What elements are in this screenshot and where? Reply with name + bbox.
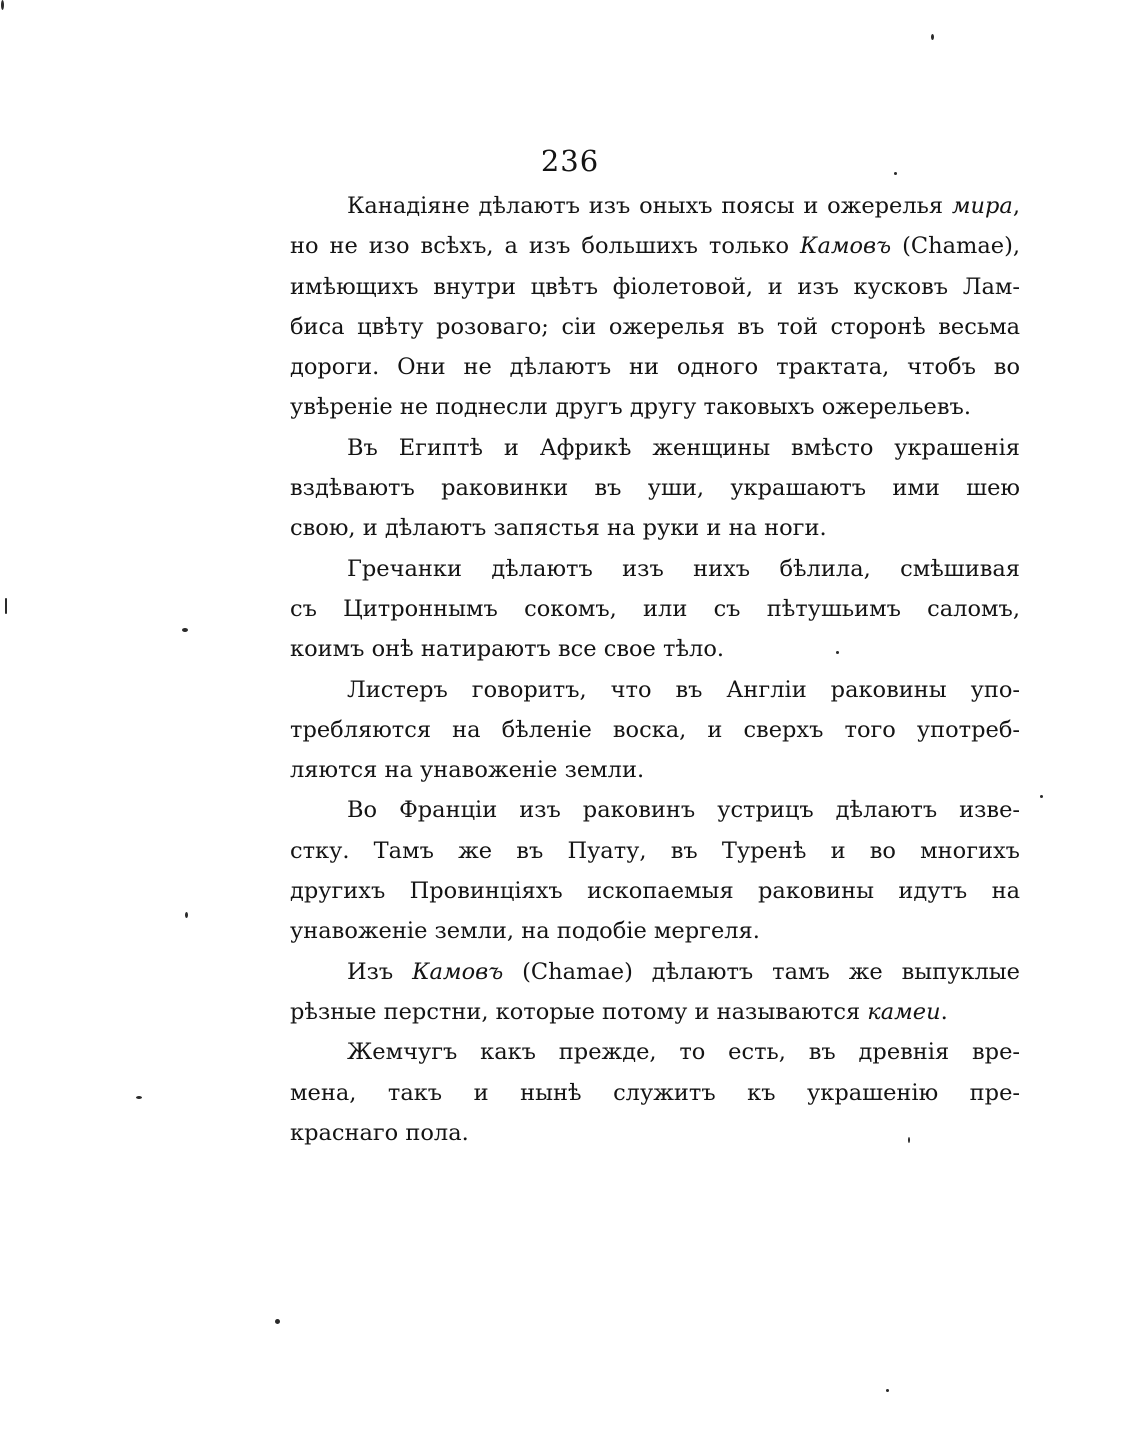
text-run: Канадіяне дѣлаютъ изъ оныхъ поясы и ожерелья — [347, 193, 952, 219]
text-line — [290, 1032, 1020, 1072]
text-run: но не изо всѣхъ, а изъ большихъ только — [290, 233, 801, 260]
paragraph — [290, 549, 1020, 670]
text-run: . — [940, 998, 948, 1025]
italic-word: Камовъ — [412, 958, 504, 985]
text-line — [290, 911, 1020, 951]
text-run: коимъ онѣ натираютъ все свое тѣло. — [290, 636, 725, 663]
italic-word: Камовъ — [800, 233, 892, 260]
paragraph — [290, 186, 1020, 428]
text-line — [290, 750, 1020, 790]
text-run: Въ Египтѣ и Африкѣ женщины вмѣсто украшенія — [347, 434, 1020, 461]
text-line — [290, 307, 1020, 347]
text-run: Во Франціи изъ раковинъ устрицъ дѣлаютъ изве- — [347, 797, 1020, 824]
text-run: рѣзные перстни, которые потому и называются — [290, 998, 868, 1025]
paragraph — [290, 428, 1020, 549]
text-run: дороги. Они не дѣлаютъ ни одного трактата, чтобъ во — [290, 354, 1020, 381]
text-run: унавоженіе земли, на подобіе мергеля. — [290, 918, 760, 945]
text-line — [290, 710, 1020, 750]
text-run: Листеръ говоритъ, что въ Англіи раковины упо- — [347, 676, 1020, 703]
text-line — [290, 629, 1020, 669]
text-line — [290, 670, 1020, 710]
scan-speck — [182, 628, 188, 632]
scan-speck — [275, 1319, 280, 1324]
text-run: съ Цитроннымъ сокомъ, или съ пѣтушьимъ саломъ, — [290, 595, 1020, 622]
text-line — [290, 428, 1020, 468]
text-run: (Chamae) дѣлаютъ тамъ же выпуклые — [503, 958, 1020, 985]
text-run: краснаго пола. — [290, 1119, 469, 1146]
text-line — [290, 549, 1020, 589]
text-line — [290, 992, 1020, 1032]
text-line — [290, 1113, 1020, 1153]
scan-speck — [5, 598, 7, 614]
text-run: другихъ Провинціяхъ ископаемыя раковины идутъ на — [290, 878, 1020, 905]
text-line — [290, 790, 1020, 830]
text-run: мена, такъ и нынѣ служитъ къ украшенію пре- — [290, 1079, 1020, 1106]
text-run: ляются на унавоженіе земли. — [290, 757, 645, 784]
text-line — [290, 871, 1020, 911]
scan-speck — [886, 1389, 889, 1392]
text-run: , — [1012, 193, 1020, 219]
text-line — [290, 267, 1020, 307]
text-run: вздѣваютъ раковинки въ уши, украшаютъ ими шею — [290, 475, 1020, 502]
text-line — [290, 589, 1020, 629]
text-line — [290, 347, 1020, 387]
italic-word: мира — [951, 193, 1013, 219]
scan-speck — [1040, 795, 1043, 798]
text-line — [290, 831, 1020, 871]
text-run: Изъ — [347, 958, 413, 985]
text-run: (Chamae), — [891, 233, 1021, 260]
text-run: Гречанки дѣлаютъ изъ нихъ бѣлила, смѣшивая — [347, 555, 1020, 582]
text-run: стку. Тамъ же въ Пуату, въ Туренѣ и во многихъ — [290, 837, 1020, 864]
text-run: имѣющихъ внутри цвѣтъ фіолетовой, и изъ кусковъ Лам- — [290, 273, 1020, 300]
paragraph — [290, 1032, 1020, 1153]
text-line — [290, 1073, 1020, 1113]
text-line — [290, 952, 1020, 992]
scan-speck — [908, 1137, 910, 1143]
text-line — [290, 387, 1020, 427]
page-number: 236 — [540, 144, 600, 178]
paragraph — [290, 670, 1020, 791]
scan-speck — [136, 1096, 142, 1099]
text-run: увѣреніе не поднесли другъ другу таковыхъ ожерельевъ. — [290, 394, 971, 421]
text-run: свою, и дѣлаютъ запястья на руки и на ноги. — [290, 515, 827, 542]
scan-speck — [894, 172, 897, 175]
scan-speck — [185, 912, 188, 918]
text-body — [290, 186, 1020, 1153]
text-run: Жемчугъ какъ прежде, то есть, въ древнія вре- — [347, 1039, 1020, 1066]
text-line — [290, 226, 1020, 266]
scan-speck — [931, 34, 934, 40]
text-line — [290, 468, 1020, 508]
scan-speck — [836, 651, 839, 654]
text-run: биса цвѣту розоваго; сіи ожерелья въ той сторонѣ весьма — [290, 313, 1020, 340]
text-line — [290, 186, 1020, 226]
text-run: требляются на бѣленіе воска, и сверхъ того употреб- — [290, 716, 1020, 743]
scan-speck — [1, 0, 4, 10]
italic-word: камеи — [867, 998, 941, 1025]
paragraph — [290, 952, 1020, 1033]
text-line — [290, 508, 1020, 548]
paragraph — [290, 790, 1020, 951]
